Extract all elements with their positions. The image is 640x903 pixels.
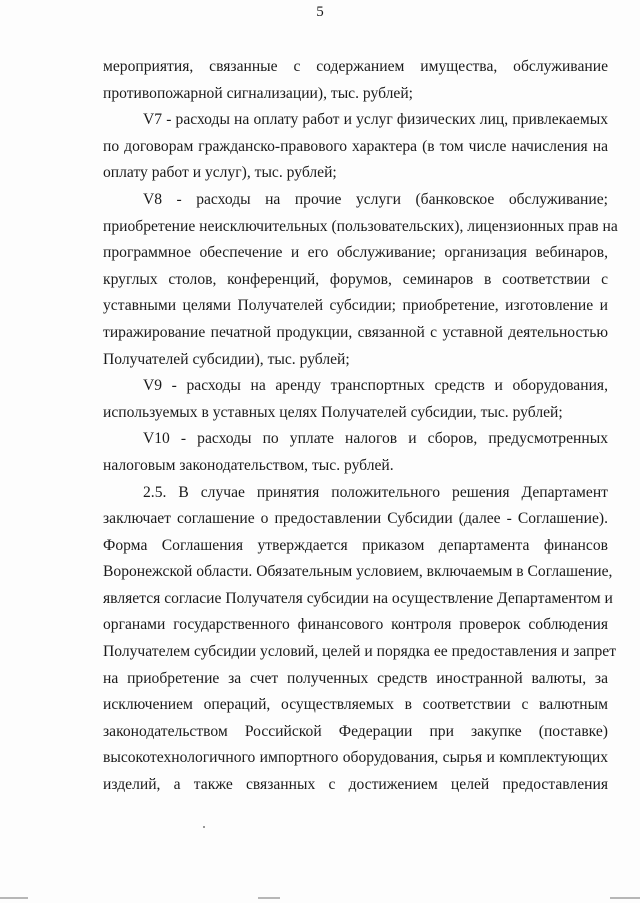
paragraph-v8: [103, 187, 618, 373]
text-line: по договорам гражданско-правового характера (в том числе начисления на: [103, 137, 608, 155]
text-line: заключает соглашение о предоставлении Субсидии (далее - Соглашение).: [103, 510, 608, 528]
text-line: на приобретение за счет полученных средств иностранной валюты, за: [103, 669, 608, 687]
text-line: оплату работ и услуг), тыс. рублей;: [103, 164, 337, 182]
text-line: налоговым законодательством, тыс. рублей.: [103, 456, 394, 474]
text-line: приобретение неисключительных (пользовательских), лицензионных прав на: [103, 217, 618, 235]
paragraph-continuation: [103, 54, 608, 107]
page-number: 5: [316, 4, 324, 20]
text-line: Форма Соглашения утверждается приказом департамента финансов: [103, 536, 608, 554]
scan-speck: [203, 826, 205, 828]
text-line: 2.5. В случае принятия положительного решения Департамент: [143, 483, 608, 501]
text-line: является согласие Получателя субсидии на осуществление Департаментом и: [103, 589, 613, 607]
paragraph-v7: [103, 107, 608, 187]
scan-edge-mark: [258, 897, 280, 899]
scan-edge-mark: [0, 897, 28, 899]
paragraph-clause-2-5: [103, 480, 617, 799]
text-line: круглых столов, конференций, форумов, семинаров в соответствии с: [103, 270, 608, 288]
text-line: законодательством Российской Федерации при закупке (поставке): [103, 722, 608, 740]
text-line: противопожарной сигнализации), тыс. рублей;: [103, 84, 413, 102]
text-line: уставными целями Получателей субсидии; приобретение, изготовление и: [103, 297, 608, 315]
text-line: изделий, а также связанных с достижением целей предоставления: [103, 776, 608, 794]
text-line: используемых в уставных целях Получателей субсидии, тыс. рублей;: [103, 403, 563, 421]
scan-edge-mark: [610, 897, 640, 899]
text-line: V7 - расходы на оплату работ и услуг физических лиц, привлекаемых: [143, 111, 608, 129]
text-line: высокотехнологичного импортного оборудования, сырья и комплектующих: [103, 749, 608, 767]
text-line: Получателем субсидии условий, целей и порядка ее предоставления и запрет: [103, 643, 617, 661]
text-line: Получателей субсидии), тыс. рублей;: [103, 350, 350, 368]
text-line: V8 - расходы на прочие услуги (банковское обслуживание;: [143, 190, 608, 208]
text-line: программное обеспечение и его обслуживание; организация вебинаров,: [103, 244, 608, 262]
text-line: органами государственного финансового контроля проверок соблюдения: [103, 616, 608, 634]
text-line: исключением операций, осуществляемых в соответствии с валютным: [103, 696, 608, 714]
text-line: V9 - расходы на аренду транспортных средств и оборудования,: [143, 377, 608, 395]
text-line: Воронежской области. Обязательным условием, включаемым в Соглашение,: [103, 563, 613, 581]
text-line: V10 - расходы по уплате налогов и сборов, предусмотренных: [143, 430, 608, 448]
paragraph-v10: [103, 426, 608, 479]
text-line: тиражирование печатной продукции, связанной с уставной деятельностью: [103, 323, 608, 341]
text-line: мероприятия, связанные с содержанием имущества, обслуживание: [103, 58, 608, 75]
paragraph-v9: [103, 373, 608, 426]
document-body: [103, 54, 618, 799]
